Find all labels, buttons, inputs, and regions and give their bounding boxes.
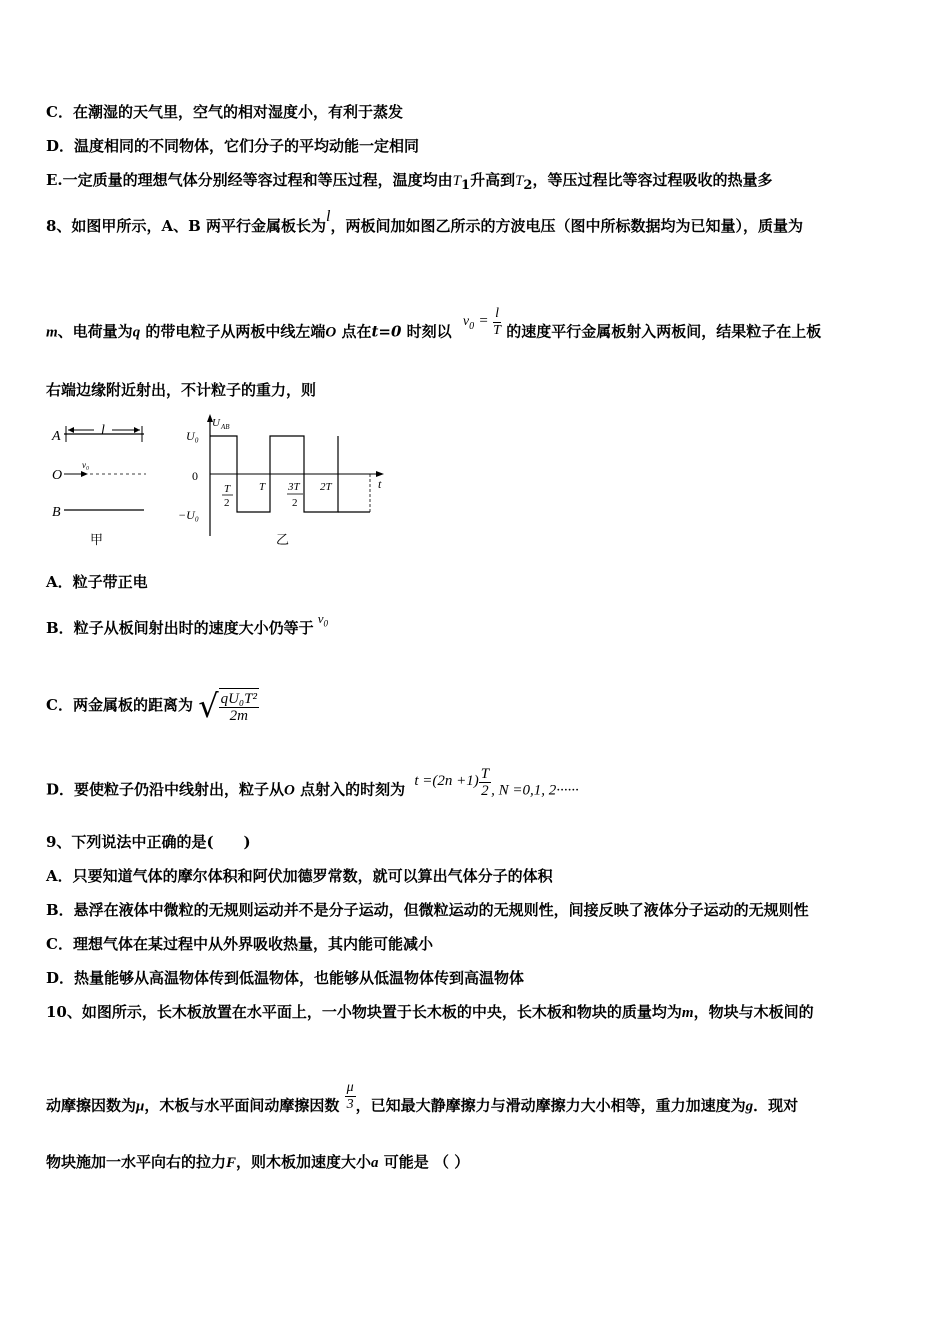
- q8-stem-line-3: 右端边缘附近射出，不计粒子的重力，则: [46, 381, 317, 399]
- svg-text:3T: 3T: [288, 481, 300, 493]
- svg-text:2T: 2T: [320, 481, 332, 493]
- label-v0: v₀: [82, 460, 90, 470]
- label-zero: 0: [192, 469, 198, 483]
- q7-option-d: D．温度相同的不同物体，它们分子的平均动能一定相同: [46, 137, 420, 155]
- svg-text:2: 2: [224, 497, 230, 509]
- svg-text:AB: AB: [221, 423, 230, 431]
- label-l: l: [101, 423, 105, 438]
- q8-stem-line-2: m、电荷量为q 的带电粒子从两板中线左端O 点在t=0 时刻以 $v_0$ = $\frac{l}{T}$ 的速度平行金属板射入两板间，结果粒子在上板: [46, 306, 822, 341]
- q10-stem-line-3: 物块施加一水平向右的拉力F，则木板加速度大小a 可能是 （ ）: [46, 1153, 470, 1171]
- sqrt-expression: √ $\frac{\text{qU₀T²}}{2m}$: [198, 687, 257, 725]
- svg-text:U: U: [212, 417, 220, 429]
- q9-option-c: C．理想气体在某过程中从外界吸收热量，其内能可能减小: [46, 935, 433, 953]
- q9-option-b: B．悬浮在液体中微粒的无规则运动并不是分子运动，但微粒运动的无规则性，间接反映了液体分子运动的无规则性: [46, 901, 809, 919]
- q8-option-d: D．要使粒子仍沿中线射出，粒子从O 点射入的时刻为 t =(2n +1) $\frac{T}{2}$ , N =0,1, 2······: [46, 766, 579, 799]
- q9-option-d: D．热量能够从高温物体传到低温物体，也能够从低温物体传到高温物体: [46, 969, 525, 987]
- q10-stem-line-1: 10、如图所示，长木板放置在水平面上，一小物块置于长木板的中央，长木板和物块的质量均为m，物块与木板间的: [46, 1003, 814, 1021]
- caption-jia: 甲: [90, 532, 104, 547]
- svg-text:T: T: [224, 483, 231, 495]
- svg-text:T: T: [259, 481, 266, 493]
- q8-stem-line-1: 8、如图甲所示，A、B 两平行金属板长为l，两板间加如图乙所示的方波电压（图中所标数据均为已知量），质量为: [46, 208, 803, 235]
- svg-text:2: 2: [292, 497, 298, 509]
- svg-text:t: t: [378, 477, 382, 491]
- figure-yi: [178, 414, 384, 547]
- q8-option-b: B．粒子从板间射出时的速度大小仍等于$v_0$: [46, 611, 328, 637]
- label-a: A: [52, 429, 61, 444]
- label-o: O: [52, 468, 63, 483]
- caption-yi: 乙: [276, 532, 290, 547]
- mu-fraction: $\frac{\mu}{3}$: [346, 1080, 354, 1112]
- label-u0: U₀: [186, 429, 199, 443]
- v0-fraction: $\frac{l}{T}$: [493, 306, 501, 338]
- q9-option-a: A．只要知道气体的摩尔体积和阿伏加德罗常数，就可以算出气体分子的体积: [46, 867, 553, 885]
- q8-option-a: A．粒子带正电: [46, 573, 148, 591]
- q8-option-c: C．两金属板的距离为 √ $\frac{\text{qU₀T²}}{2m}$: [46, 687, 257, 725]
- figure-jia: [51, 423, 146, 547]
- q10-stem-line-2: 动摩擦因数为μ，木板与水平面间动摩擦因数 $\frac{\mu}{3}$ ，已知最大静摩擦力与滑动摩擦力大小相等，重力加速度为g．现对: [46, 1080, 799, 1115]
- q7-option-c: C．在潮湿的天气里，空气的相对湿度小，有利于蒸发: [46, 103, 403, 121]
- q7-option-e: E.一定质量的理想气体分别经等容过程和等压过程，温度均由$T_1$升高到$T_2$，等压过程比等容过程吸收的热量多: [46, 171, 773, 193]
- label-b: B: [52, 505, 61, 520]
- q9-stem: 9、下列说法中正确的是( ): [46, 833, 251, 851]
- label-neg-u0: −U₀: [178, 508, 199, 522]
- t-fraction: $\frac{T}{2}$: [480, 766, 490, 799]
- q8-figure: [44, 412, 394, 548]
